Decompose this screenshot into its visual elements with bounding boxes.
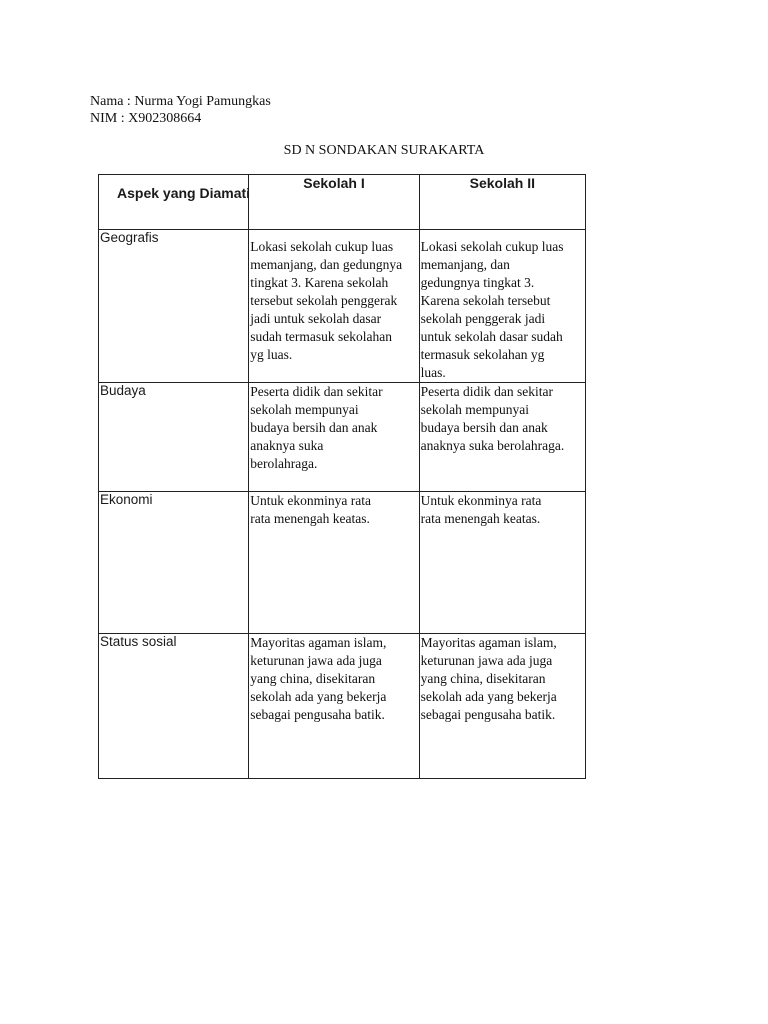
sekolah-1-cell [249, 492, 419, 634]
aspect-cell: Status sosial [99, 634, 249, 779]
student-nim-line: NIM : X902308664 [90, 111, 202, 126]
sekolah-1-text: Peserta didik dan sekitar sekolah mempunyai budaya bersih dan anak anaknya suka berolahraga. [250, 384, 383, 471]
column-header-sekolah-2 [419, 175, 585, 230]
sekolah-2-cell [419, 492, 585, 634]
sekolah-2-cell [419, 230, 585, 383]
student-name-line: Nama : Nurma Yogi Pamungkas [90, 94, 271, 109]
column-header-sekolah-2-label: Sekolah II [469, 175, 535, 191]
table-row [99, 230, 586, 383]
sekolah-2-text: Lokasi sekolah cukup luas memanjang, dan gedungnya tingkat 3. Karena sekolah tersebut sekolah penggerak jadi untuk sekolah dasar sudah termasuk sekolahan yg luas. [420, 239, 564, 380]
aspect-cell: Ekonomi [99, 492, 249, 634]
table-row [99, 634, 586, 779]
table-row [99, 492, 586, 634]
sekolah-2-text: Untuk ekonminya rata rata menengah keatas. [420, 493, 542, 526]
column-header-sekolah-1 [249, 175, 419, 230]
sekolah-1-text: Untuk ekonminya rata rata menengah keatas. [250, 493, 372, 526]
sekolah-1-cell [249, 230, 419, 383]
observation-table [98, 174, 586, 779]
table-header-row [99, 175, 586, 230]
column-header-aspek: Aspek yang Diamati [99, 175, 249, 230]
column-header-sekolah-1-label: Sekolah I [303, 175, 365, 191]
sekolah-2-text: Peserta didik dan sekitar sekolah mempunyai budaya bersih dan anak anaknya suka berolahraga. [420, 384, 565, 453]
document-title: SD N SONDAKAN SURAKARTA [283, 143, 485, 158]
sekolah-2-cell [419, 383, 585, 492]
aspect-cell: Budaya [99, 383, 249, 492]
sekolah-1-cell [249, 383, 419, 492]
sekolah-1-cell [249, 634, 419, 779]
table-row [99, 383, 586, 492]
sekolah-2-text: Mayoritas agaman islam, keturunan jawa ada juga yang china, disekitaran sekolah ada yang bekerja sebagai pengusaha batik. [420, 635, 557, 722]
sekolah-1-text: Lokasi sekolah cukup luas memanjang, dan gedungnya tingkat 3. Karena sekolah tersebut sekolah penggerak jadi untuk sekolah dasar sudah termasuk sekolahan yg luas. [250, 239, 403, 362]
aspect-cell: Geografis [99, 230, 249, 383]
sekolah-1-text: Mayoritas agaman islam, keturunan jawa ada juga yang china, disekitaran sekolah ada yang bekerja sebagai pengusaha batik. [250, 635, 387, 722]
sekolah-2-cell [419, 634, 585, 779]
